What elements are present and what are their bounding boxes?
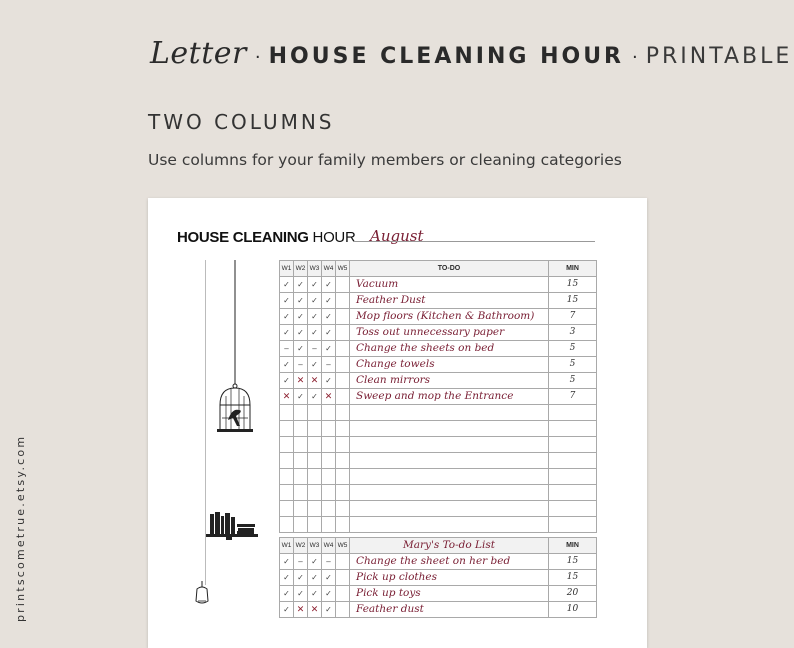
task-cell[interactable] <box>350 437 549 453</box>
table-row <box>280 453 597 469</box>
week-3-mark[interactable] <box>308 517 322 533</box>
cleaning-table-2 <box>279 537 597 618</box>
week-2-mark[interactable]: – <box>294 554 308 570</box>
banner-suffix: PRINTABLE <box>645 44 793 69</box>
week-2-mark[interactable] <box>294 405 308 421</box>
table2-header-todo: Mary's To-do List <box>350 538 549 554</box>
week-3-mark[interactable] <box>308 469 322 485</box>
week-4-mark[interactable]: ✓ <box>322 586 336 602</box>
week-4-mark[interactable] <box>322 485 336 501</box>
task-cell[interactable]: Change towels <box>350 357 549 373</box>
bird-cage-icon <box>214 260 254 435</box>
week-1-mark[interactable]: – <box>280 341 294 357</box>
task-cell[interactable]: Clean mirrors <box>350 373 549 389</box>
week-3-mark[interactable]: ✕ <box>308 602 322 618</box>
minutes-cell[interactable] <box>549 405 597 421</box>
minutes-cell[interactable]: 20 <box>549 586 597 602</box>
week-1-mark[interactable] <box>280 453 294 469</box>
minutes-cell[interactable]: 15 <box>549 554 597 570</box>
week-1-mark[interactable] <box>280 469 294 485</box>
week-4-mark[interactable]: – <box>322 554 336 570</box>
minutes-cell[interactable] <box>549 421 597 437</box>
week-3-mark[interactable]: ✓ <box>308 586 322 602</box>
week-1-mark[interactable]: ✓ <box>280 373 294 389</box>
week-3-mark[interactable]: – <box>308 341 322 357</box>
subtitle: TWO COLUMNS <box>148 110 335 134</box>
table-row <box>280 277 597 293</box>
week-3-mark[interactable] <box>308 453 322 469</box>
week-5-mark[interactable] <box>336 325 350 341</box>
week-5-mark[interactable] <box>336 309 350 325</box>
task-cell[interactable] <box>350 501 549 517</box>
minutes-cell[interactable]: 3 <box>549 325 597 341</box>
minutes-cell[interactable]: 5 <box>549 357 597 373</box>
week-3-mark[interactable]: ✓ <box>308 325 322 341</box>
task-cell[interactable]: Toss out unnecessary paper <box>350 325 549 341</box>
table-row <box>280 389 597 405</box>
week-4-mark[interactable] <box>322 517 336 533</box>
table-row <box>280 485 597 501</box>
table-row <box>280 357 597 373</box>
week-4-mark[interactable]: ✓ <box>322 309 336 325</box>
table2-header-row <box>280 538 597 554</box>
week-1-mark[interactable]: ✓ <box>280 293 294 309</box>
task-cell[interactable]: Change the sheets on bed <box>350 341 549 357</box>
week-1-mark[interactable] <box>280 517 294 533</box>
week-2-mark[interactable]: ✓ <box>294 293 308 309</box>
week-2-mark[interactable]: ✓ <box>294 309 308 325</box>
task-cell[interactable]: Pick up clothes <box>350 570 549 586</box>
week-2-mark[interactable] <box>294 437 308 453</box>
table2-header-week-2: W2 <box>294 538 308 554</box>
printable-sheet <box>148 198 647 648</box>
table1-header-week-1: W1 <box>280 261 294 277</box>
task-cell[interactable]: Feather dust <box>350 602 549 618</box>
week-4-mark[interactable] <box>322 437 336 453</box>
table2-header-week-4: W4 <box>322 538 336 554</box>
minutes-cell[interactable] <box>549 453 597 469</box>
week-3-mark[interactable]: ✓ <box>308 309 322 325</box>
week-4-mark[interactable]: ✓ <box>322 341 336 357</box>
sheet-title-bold: HOUSE CLEANING <box>177 229 309 246</box>
minutes-cell[interactable]: 10 <box>549 602 597 618</box>
week-5-mark[interactable] <box>336 586 350 602</box>
sheet-title <box>177 229 356 246</box>
table-row <box>280 341 597 357</box>
task-cell[interactable] <box>350 517 549 533</box>
week-1-mark[interactable]: ✕ <box>280 389 294 405</box>
week-2-mark[interactable]: ✕ <box>294 602 308 618</box>
week-4-mark[interactable] <box>322 501 336 517</box>
table1-header-todo: TO-DO <box>350 261 549 277</box>
week-2-mark[interactable]: ✓ <box>294 325 308 341</box>
minutes-cell[interactable] <box>549 469 597 485</box>
table1-header-row <box>280 261 597 277</box>
week-2-mark[interactable] <box>294 453 308 469</box>
week-3-mark[interactable]: ✓ <box>308 570 322 586</box>
banner-separator: · <box>254 47 261 68</box>
week-4-mark[interactable]: ✓ <box>322 277 336 293</box>
table1-header-week-4: W4 <box>322 261 336 277</box>
week-4-mark[interactable]: ✓ <box>322 373 336 389</box>
banner <box>150 36 792 76</box>
minutes-cell[interactable] <box>549 437 597 453</box>
month-label: August <box>370 227 424 245</box>
task-cell[interactable]: Feather Dust <box>350 293 549 309</box>
banner-size: Letter <box>150 36 247 71</box>
table2-header-min: MIN <box>549 538 597 554</box>
week-5-mark[interactable] <box>336 357 350 373</box>
week-4-mark[interactable]: ✓ <box>322 602 336 618</box>
week-1-mark[interactable]: ✓ <box>280 325 294 341</box>
table-row <box>280 373 597 389</box>
week-2-mark[interactable]: ✓ <box>294 277 308 293</box>
week-3-mark[interactable]: ✓ <box>308 554 322 570</box>
week-1-mark[interactable]: ✓ <box>280 602 294 618</box>
week-3-mark[interactable]: ✕ <box>308 373 322 389</box>
week-2-mark[interactable] <box>294 485 308 501</box>
table-row <box>280 570 597 586</box>
week-1-mark[interactable] <box>280 501 294 517</box>
week-5-mark[interactable] <box>336 437 350 453</box>
sheet-title-light: HOUR <box>312 229 356 246</box>
week-5-mark[interactable] <box>336 602 350 618</box>
task-cell[interactable]: Mop floors (Kitchen & Bathroom) <box>350 309 549 325</box>
week-5-mark[interactable] <box>336 501 350 517</box>
hanging-lamp-icon <box>192 581 212 609</box>
table-row <box>280 421 597 437</box>
week-5-mark[interactable] <box>336 373 350 389</box>
week-3-mark[interactable] <box>308 485 322 501</box>
week-2-mark[interactable]: ✓ <box>294 389 308 405</box>
bookshelf-icon <box>206 510 258 540</box>
week-5-mark[interactable] <box>336 570 350 586</box>
week-5-mark[interactable] <box>336 389 350 405</box>
minutes-cell[interactable]: 7 <box>549 309 597 325</box>
week-5-mark[interactable] <box>336 469 350 485</box>
task-cell[interactable] <box>350 469 549 485</box>
table-row <box>280 602 597 618</box>
week-3-mark[interactable] <box>308 501 322 517</box>
week-1-mark[interactable]: ✓ <box>280 309 294 325</box>
week-1-mark[interactable] <box>280 485 294 501</box>
minutes-cell[interactable]: 7 <box>549 389 597 405</box>
week-3-mark[interactable] <box>308 437 322 453</box>
task-cell[interactable]: Change the sheet on her bed <box>350 554 549 570</box>
week-1-mark[interactable]: ✓ <box>280 570 294 586</box>
table2-header-week-1: W1 <box>280 538 294 554</box>
task-cell[interactable]: Vacuum <box>350 277 549 293</box>
week-3-mark[interactable]: ✓ <box>308 293 322 309</box>
month-line <box>353 241 595 242</box>
week-2-mark[interactable]: ✕ <box>294 373 308 389</box>
table-row <box>280 309 597 325</box>
week-5-mark[interactable] <box>336 517 350 533</box>
week-5-mark[interactable] <box>336 293 350 309</box>
table1-header-week-3: W3 <box>308 261 322 277</box>
week-1-mark[interactable] <box>280 437 294 453</box>
week-5-mark[interactable] <box>336 405 350 421</box>
table2-header-week-5: W5 <box>336 538 350 554</box>
description: Use columns for your family members or cleaning categories <box>148 151 622 169</box>
week-2-mark[interactable] <box>294 517 308 533</box>
table2-header-week-3: W3 <box>308 538 322 554</box>
task-cell[interactable] <box>350 421 549 437</box>
week-2-mark[interactable]: – <box>294 357 308 373</box>
week-4-mark[interactable] <box>322 453 336 469</box>
table-row <box>280 501 597 517</box>
week-3-mark[interactable]: ✓ <box>308 389 322 405</box>
minutes-cell[interactable]: 15 <box>549 570 597 586</box>
task-cell[interactable] <box>350 453 549 469</box>
table-row <box>280 325 597 341</box>
week-4-mark[interactable] <box>322 469 336 485</box>
week-3-mark[interactable]: ✓ <box>308 277 322 293</box>
banner-title: HOUSE CLEANING HOUR <box>268 44 624 69</box>
table-row <box>280 293 597 309</box>
week-1-mark[interactable] <box>280 421 294 437</box>
week-5-mark[interactable] <box>336 453 350 469</box>
week-2-mark[interactable]: ✓ <box>294 341 308 357</box>
table-row <box>280 469 597 485</box>
week-1-mark[interactable]: ✓ <box>280 554 294 570</box>
week-3-mark[interactable] <box>308 405 322 421</box>
table1-header-min: MIN <box>549 261 597 277</box>
task-cell[interactable]: Sweep and mop the Entrance <box>350 389 549 405</box>
shop-url-vertical: printscometrue.etsy.com <box>14 434 27 622</box>
week-1-mark[interactable]: ✓ <box>280 277 294 293</box>
table-row <box>280 517 597 533</box>
minutes-cell[interactable]: 5 <box>549 373 597 389</box>
week-2-mark[interactable] <box>294 501 308 517</box>
minutes-cell[interactable] <box>549 501 597 517</box>
table-row <box>280 405 597 421</box>
week-4-mark[interactable]: – <box>322 357 336 373</box>
cleaning-table-1 <box>279 260 597 533</box>
week-4-mark[interactable]: ✓ <box>322 325 336 341</box>
task-cell[interactable] <box>350 485 549 501</box>
week-4-mark[interactable]: ✓ <box>322 570 336 586</box>
week-2-mark[interactable] <box>294 421 308 437</box>
week-2-mark[interactable]: ✓ <box>294 586 308 602</box>
table-row <box>280 437 597 453</box>
week-4-mark[interactable]: ✕ <box>322 389 336 405</box>
week-2-mark[interactable] <box>294 469 308 485</box>
week-4-mark[interactable] <box>322 421 336 437</box>
table-row <box>280 586 597 602</box>
week-2-mark[interactable]: ✓ <box>294 570 308 586</box>
minutes-cell[interactable]: 15 <box>549 293 597 309</box>
week-5-mark[interactable] <box>336 277 350 293</box>
week-5-mark[interactable] <box>336 485 350 501</box>
task-cell[interactable]: Pick up toys <box>350 586 549 602</box>
week-1-mark[interactable]: ✓ <box>280 357 294 373</box>
table1-header-week-2: W2 <box>294 261 308 277</box>
week-3-mark[interactable] <box>308 421 322 437</box>
minutes-cell[interactable] <box>549 485 597 501</box>
week-4-mark[interactable] <box>322 405 336 421</box>
table1-header-week-5: W5 <box>336 261 350 277</box>
week-4-mark[interactable]: ✓ <box>322 293 336 309</box>
task-cell[interactable] <box>350 405 549 421</box>
week-1-mark[interactable]: ✓ <box>280 586 294 602</box>
minutes-cell[interactable]: 15 <box>549 277 597 293</box>
table-row <box>280 554 597 570</box>
minutes-cell[interactable] <box>549 517 597 533</box>
banner-separator-2: · <box>632 47 638 68</box>
minutes-cell[interactable]: 5 <box>549 341 597 357</box>
week-5-mark[interactable] <box>336 421 350 437</box>
week-5-mark[interactable] <box>336 554 350 570</box>
week-5-mark[interactable] <box>336 341 350 357</box>
week-3-mark[interactable]: ✓ <box>308 357 322 373</box>
week-1-mark[interactable] <box>280 405 294 421</box>
